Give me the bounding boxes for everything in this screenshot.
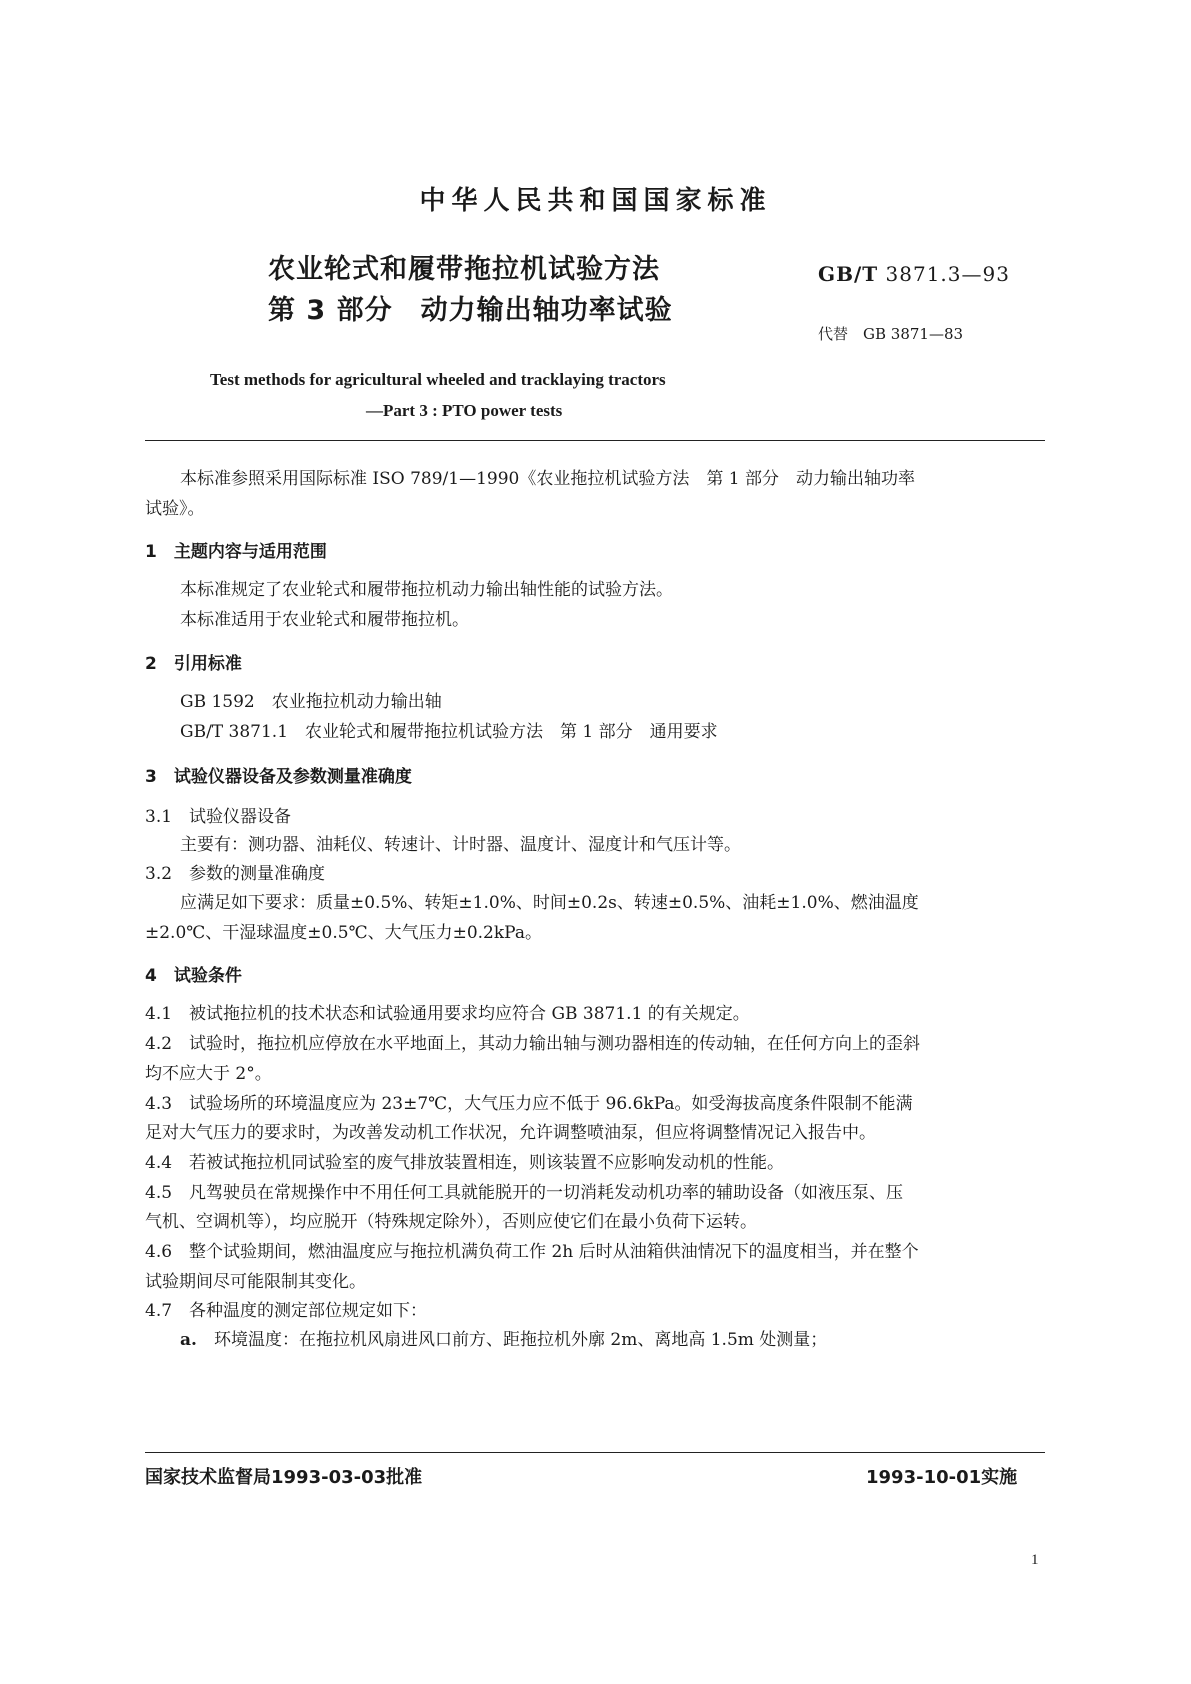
section-4-2-line-1: 4.2 试验时，拖拉机应停放在水平地面上，其动力输出轴与测功器相连的传动轴，在任何方向上的歪斜	[145, 1034, 921, 1054]
page-number: 1	[1031, 1552, 1039, 1568]
standard-title-cn-line2: 第 3 部分 动力输出轴功率试验	[268, 295, 673, 326]
reference-1: GB 1592 农业拖拉机动力输出轴	[180, 692, 442, 712]
section-2-heading: 2 引用标准	[145, 654, 242, 674]
section-1-heading: 1 主题内容与适用范围	[145, 542, 327, 562]
section-4-3-line-2: 足对大气压力的要求时，为改善发动机工作状况，允许调整喷油泵，但应将调整情况记入报告中。	[145, 1123, 876, 1143]
effective-date: 1993-10-01实施	[866, 1467, 1018, 1488]
section-4-2-line-2: 均不应大于 2°。	[145, 1064, 272, 1084]
intro-line-2: 试验》。	[145, 499, 205, 519]
replaces-standard: 代替 GB 3871—83	[818, 325, 964, 343]
section-4-7: 4.7 各种温度的测定部位规定如下：	[145, 1301, 428, 1321]
standard-prefix: GB/T	[818, 262, 879, 286]
footer-divider	[145, 1452, 1045, 1453]
section-4-5-line-2: 气机、空调机等），均应脱开（特殊规定除外），否则应使它们在最小负荷下运转。	[145, 1212, 757, 1232]
standard-title-en-line2: —Part 3 : PTO power tests	[366, 401, 563, 420]
section-3-2-line-2: ±2.0℃、干湿球温度±0.5℃、大气压力±0.2kPa。	[145, 923, 542, 943]
section-1-paragraph-2: 本标准适用于农业轮式和履带拖拉机。	[180, 610, 469, 630]
approval-date: 国家技术监督局1993-03-03批准	[145, 1467, 423, 1488]
section-3-1-heading: 3.1 试验仪器设备	[145, 807, 292, 827]
section-4-6-line-1: 4.6 整个试验期间，燃油温度应与拖拉机满负荷工作 2h 后时从油箱供油情况下的温度相当，并在整个	[145, 1242, 919, 1262]
section-3-1-text: 主要有：测功器、油耗仪、转速计、计时器、温度计、湿度计和气压计等。	[180, 835, 741, 855]
standard-number	[818, 262, 1010, 286]
section-3-2-line-1: 应满足如下要求：质量±0.5%、转矩±1.0%、时间±0.2s、转速±0.5%、油耗±1.0%、燃油温度	[180, 893, 919, 913]
section-4-3-line-1: 4.3 试验场所的环境温度应为 23±7℃，大气压力应不低于 96.6kPa。如受海拔高度条件限制不能满	[145, 1094, 913, 1114]
standard-code: 3871.3—93	[878, 262, 1010, 286]
section-3-2-heading: 3.2 参数的测量准确度	[145, 864, 326, 884]
header-divider	[145, 440, 1045, 441]
intro-line-1: 本标准参照采用国际标准 ISO 789/1—1990《农业拖拉机试验方法 第 1 部分 动力输出轴功率	[180, 469, 915, 489]
section-4-1: 4.1 被试拖拉机的技术状态和试验通用要求均应符合 GB 3871.1 的有关规定。	[145, 1004, 750, 1024]
section-4-5-line-1: 4.5 凡驾驶员在常规操作中不用任何工具就能脱开的一切消耗发动机功率的辅助设备（如液压泵、压	[145, 1183, 904, 1203]
section-4-heading: 4 试验条件	[145, 966, 242, 986]
section-1-paragraph-1: 本标准规定了农业轮式和履带拖拉机动力输出轴性能的试验方法。	[180, 580, 673, 600]
section-3-heading: 3 试验仪器设备及参数测量准确度	[145, 767, 412, 787]
list-marker-a: a.	[180, 1330, 197, 1350]
section-4-4: 4.4 若被试拖拉机同试验室的废气排放装置相连，则该装置不应影响发动机的性能。	[145, 1153, 785, 1173]
reference-2: GB/T 3871.1 农业轮式和履带拖拉机试验方法 第 1 部分 通用要求	[180, 722, 718, 742]
section-4-7-item-a: 环境温度：在拖拉机风扇进风口前方、距拖拉机外廓 2m、离地高 1.5m 处测量；	[214, 1330, 828, 1350]
standard-title-en-line1: Test methods for agricultural wheeled and tracklaying tractors	[210, 370, 666, 389]
standard-title-cn-line1: 农业轮式和履带拖拉机试验方法	[268, 254, 660, 285]
section-4-6-line-2: 试验期间尽可能限制其变化。	[145, 1272, 366, 1292]
national-standard-title: 中华人民共和国国家标准	[419, 186, 772, 216]
